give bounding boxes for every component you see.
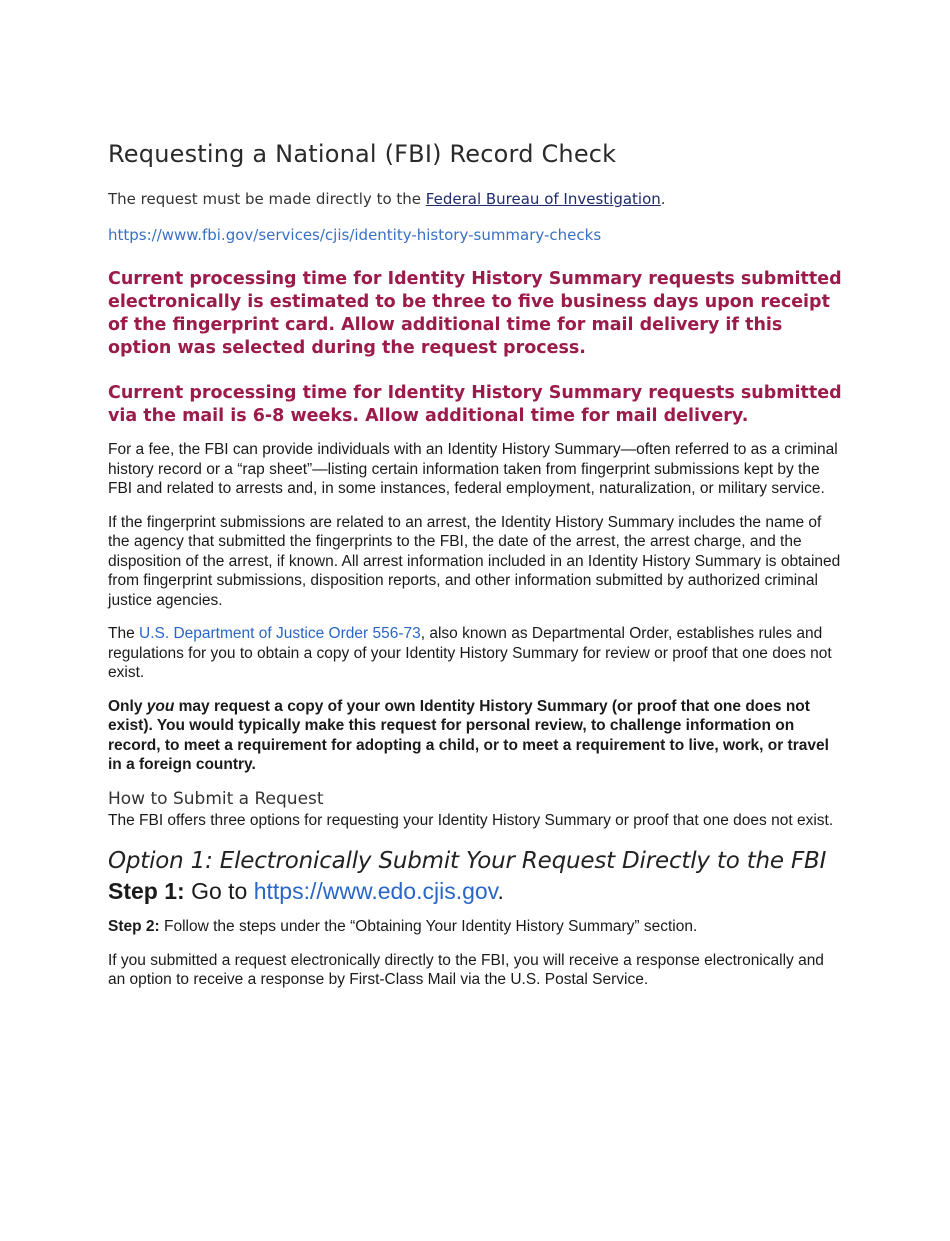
paragraph-doj <box>108 624 843 683</box>
step1-text: Go to <box>184 878 254 904</box>
edo-cjis-link[interactable]: https://www.edo.cjis.gov <box>253 878 498 904</box>
doj-text-before: The <box>108 625 140 642</box>
step2-line <box>108 917 843 937</box>
intro-period: . <box>660 190 666 208</box>
step1-line <box>108 878 843 905</box>
only-text-after: may request a copy of your own Identity History Summary (or proof that one does not exist). You would typically make this request for personal review, to challenge information on record, to meet a requirement for adopting a child, or to meet a requirement to live, work, or travel in a foreign country. <box>108 697 829 773</box>
doj-text-after: , also known as Departmental Order, establishes rules and regulations for you to obtain a copy of your Identity History Summary for review or proof that one does not exist. <box>108 625 832 681</box>
how-to-heading: How to Submit a Request <box>108 788 324 809</box>
fbi-url-text[interactable]: https://www.fbi.gov/services/cjis/identity-history-summary-checks <box>108 226 602 244</box>
fbi-link[interactable]: Federal Bureau of Investigation <box>425 190 661 208</box>
intro-text: The request must be made directly to the <box>108 190 426 208</box>
closing-paragraph: If you submitted a request electronically directly to the FBI, you will receive a response electronically and an option to receive a response by First-Class Mail via the U.S. Postal Service. <box>108 951 824 988</box>
doj-order-link[interactable]: U.S. Department of Justice Order 556-73 <box>139 625 421 642</box>
paragraph-arrest: If the fingerprint submissions are related to an arrest, the Identity History Summary includes the name of the agency that submitted the fingerprints to the FBI, the date of the arrest, the arrest charge, and the disposition of the arrest, if known. All arrest information included in an Identity History Summary is obtained from fingerprint submissions, disposition reports, and other information submitted by authorized criminal justice agencies. <box>108 513 841 609</box>
paragraph-fee: For a fee, the FBI can provide individuals with an Identity History Summary—often referred to as a criminal history record or a “rap sheet”—listing certain information taken from fingerprint submissions kept by the FBI and related to arrests and, in some instances, federal employment, naturalization, or military service. <box>108 441 838 497</box>
only-text-before: Only <box>108 697 147 715</box>
how-to-paragraph: The FBI offers three options for requesting your Identity History Summary or proof that one does not exist. <box>108 811 834 829</box>
alert-mail-processing: Current processing time for Identity History Summary requests submitted via the mail is 6-8 weeks. Allow additional time for mail delivery. <box>108 383 842 426</box>
page-title: Requesting a National (FBI) Record Check <box>108 140 617 168</box>
option1-heading: Option 1: Electronically Submit Your Request Directly to the FBI <box>108 848 827 874</box>
step1-period: . <box>497 878 504 904</box>
document-content <box>108 140 843 990</box>
intro-paragraph <box>108 190 843 208</box>
paragraph-only-you <box>108 697 843 775</box>
step2-label: Step 2: <box>108 918 160 935</box>
alert-electronic-processing: Current processing time for Identity History Summary requests submitted electronically is estimated to be three to five business days upon receipt of the fingerprint card. Allow additional time for mail delivery if this option was selected during the request process. <box>108 269 842 358</box>
only-emphasis: you <box>146 697 175 715</box>
step2-text: Follow the steps under the “Obtaining Your Identity History Summary” section. <box>159 918 698 935</box>
step1-label: Step 1: <box>108 878 185 904</box>
